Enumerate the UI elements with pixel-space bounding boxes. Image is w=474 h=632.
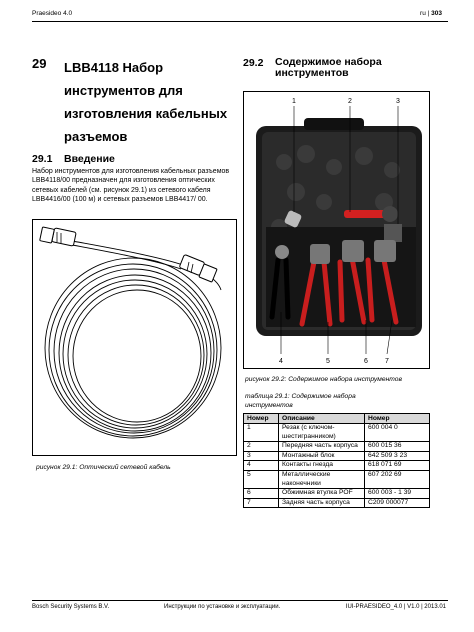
table-cell-part-number: 600 003 - 1 39	[365, 489, 430, 499]
figure-kit-caption: рисунок 29.2: Содержимое набора инструментов	[245, 376, 402, 383]
table-header-row	[244, 414, 430, 424]
table-cell-description: Металлические наконечники	[279, 470, 365, 488]
contents-table	[243, 413, 430, 508]
callout-2: 2	[348, 98, 352, 105]
section-intro-number: 29.1	[32, 153, 53, 165]
callout-4: 4	[279, 358, 283, 365]
section-intro-text: Набор инструментов для изготовления кабельных разъемов LBB4118/00 предназначен для изготовления оптических сетевых кабелей (см. рисунок 29.1) из сетевого кабеля LBB4416/00 (100 м) и сетевых разъемов LBB4417/ 00.	[32, 168, 230, 204]
table-header-part-number: Номер	[365, 414, 430, 424]
table-cell-part-number: C209 000077	[365, 498, 430, 508]
header-product-name: Praesideo 4.0	[32, 10, 73, 17]
table-cell-description: Обжимная втулка POF	[279, 489, 365, 499]
header-language: ru	[420, 10, 426, 17]
section-contents-number: 29.2	[243, 57, 264, 69]
table-row	[244, 498, 430, 508]
table-row	[244, 451, 430, 461]
figure-kit-frame	[243, 91, 430, 369]
header-page-number: 303	[431, 10, 442, 17]
chapter-number: 29	[32, 56, 47, 71]
callout-7: 7	[385, 358, 389, 365]
table-row	[244, 442, 430, 452]
table-row	[244, 470, 430, 488]
table-cell-part-number: 618 071 69	[365, 461, 430, 471]
callout-1: 1	[292, 98, 296, 105]
chapter-title: LBB4118 Набор инструментов для изготовления кабельных разъемов	[64, 60, 228, 144]
footer-company: Bosch Security Systems B.V.	[32, 604, 110, 610]
table-cell-number: 3	[244, 451, 279, 461]
table-cell-description: Контакты гнезда	[279, 461, 365, 471]
table-cell-number: 4	[244, 461, 279, 471]
table-cell-part-number: 607 202 69	[365, 470, 430, 488]
callout-3: 3	[396, 98, 400, 105]
cable-illustration	[33, 220, 236, 455]
table-row	[244, 424, 430, 442]
table-cell-description: Задняя часть корпуса	[279, 498, 365, 508]
section-contents-title: Содержимое набора инструментов	[275, 56, 382, 79]
footer-rule	[32, 600, 448, 601]
footer-doc-id: IUI-PRAESIDEO_4.0 | V1.0 | 2013.01	[345, 604, 446, 610]
table-row	[244, 461, 430, 471]
figure-cable-frame	[32, 219, 237, 456]
section-intro-title: Введение	[64, 153, 115, 165]
table-cell-number: 1	[244, 424, 279, 442]
table-cell-description: Передняя часть корпуса	[279, 442, 365, 452]
table-cell-part-number: 600 015 36	[365, 442, 430, 452]
table-cell-number: 5	[244, 470, 279, 488]
table-row	[244, 489, 430, 499]
callout-6: 6	[364, 358, 368, 365]
footer-doc-title: Инструкции по установке и эксплуатации.	[164, 604, 281, 610]
figure-cable-caption: рисунок 29.1: Оптический сетевой кабель	[36, 464, 171, 471]
header-rule	[32, 21, 448, 22]
table-cell-part-number: 642 509 3 23	[365, 451, 430, 461]
header-page-info: ru | 303	[420, 10, 442, 17]
table-cell-number: 6	[244, 489, 279, 499]
table-cell-number: 7	[244, 498, 279, 508]
table-header-number: Номер	[244, 414, 279, 424]
table-caption: таблица 29.1: Содержимое набора инструментов	[245, 393, 356, 409]
table-cell-part-number: 600 004 0	[365, 424, 430, 442]
table-cell-description: Резак (с ключом-шестигранником)	[279, 424, 365, 442]
callout-5: 5	[326, 358, 330, 365]
table-cell-description: Монтажный блок	[279, 451, 365, 461]
table-header-description: Описание	[279, 414, 365, 424]
table-cell-number: 2	[244, 442, 279, 452]
tool-kit-photo	[244, 92, 429, 368]
